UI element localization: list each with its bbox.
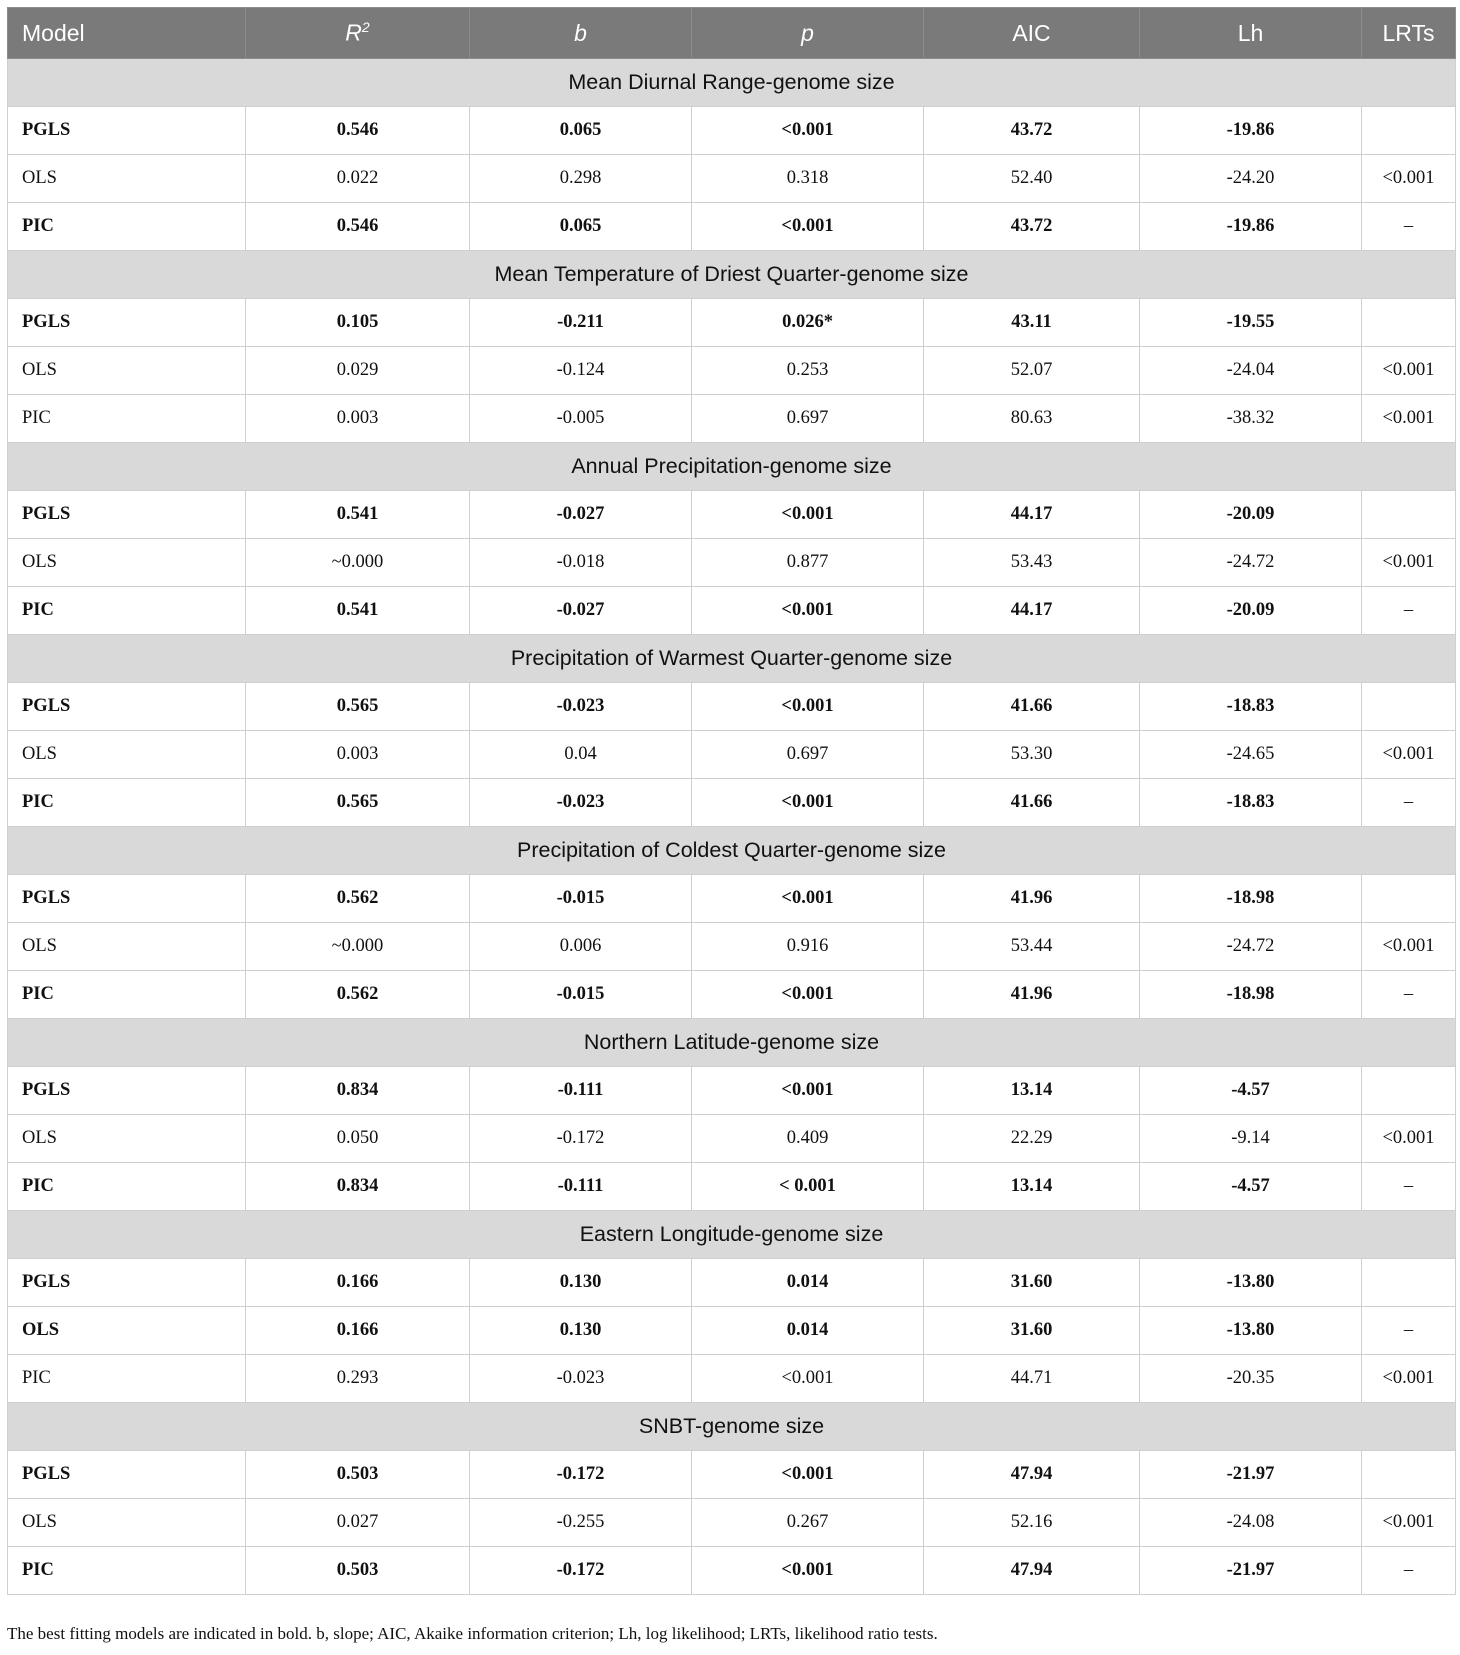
cell-p: 0.253 — [692, 347, 924, 395]
cell-model: PIC — [8, 779, 246, 827]
table-row — [8, 779, 1456, 827]
cell-model: PGLS — [8, 299, 246, 347]
cell-r2: 0.166 — [246, 1259, 470, 1307]
cell-p: <0.001 — [692, 1451, 924, 1499]
cell-r2: ~0.000 — [246, 923, 470, 971]
cell-p: 0.318 — [692, 155, 924, 203]
table-row — [8, 875, 1456, 923]
cell-lrt — [1362, 107, 1456, 155]
section-header-row — [8, 251, 1456, 299]
cell-lh: -24.72 — [1140, 539, 1362, 587]
cell-p: 0.916 — [692, 923, 924, 971]
model-comparison-table — [7, 7, 1456, 1595]
cell-lh: -24.72 — [1140, 923, 1362, 971]
cell-b: 0.04 — [470, 731, 692, 779]
cell-b: -0.018 — [470, 539, 692, 587]
cell-lrt: <0.001 — [1362, 155, 1456, 203]
table-row — [8, 731, 1456, 779]
table-row — [8, 347, 1456, 395]
cell-lh: -21.97 — [1140, 1547, 1362, 1595]
cell-model: PGLS — [8, 107, 246, 155]
section-header-row — [8, 443, 1456, 491]
table-footnote: The best fitting models are indicated in bold. b, slope; AIC, Akaike information criterion; Lh, log likelihood; LRTs, likelihood ratio tests. — [7, 1624, 938, 1643]
cell-r2: 0.029 — [246, 347, 470, 395]
header-r2-sup: 2 — [361, 19, 370, 36]
cell-model: OLS — [8, 731, 246, 779]
cell-r2: 0.003 — [246, 731, 470, 779]
cell-model: OLS — [8, 1115, 246, 1163]
cell-model: OLS — [8, 347, 246, 395]
cell-r2: 0.503 — [246, 1547, 470, 1595]
cell-lh: -13.80 — [1140, 1307, 1362, 1355]
cell-lh: -24.65 — [1140, 731, 1362, 779]
table-row — [8, 1355, 1456, 1403]
cell-model: PGLS — [8, 1259, 246, 1307]
cell-r2: 0.562 — [246, 971, 470, 1019]
cell-p: 0.014 — [692, 1259, 924, 1307]
cell-r2: 0.027 — [246, 1499, 470, 1547]
cell-r2: 0.003 — [246, 395, 470, 443]
table-row — [8, 971, 1456, 1019]
cell-lh: -20.09 — [1140, 587, 1362, 635]
header-b — [470, 8, 692, 59]
cell-aic: 13.14 — [924, 1067, 1140, 1115]
cell-p: <0.001 — [692, 1547, 924, 1595]
cell-p: <0.001 — [692, 875, 924, 923]
cell-b: 0.065 — [470, 107, 692, 155]
cell-model: PIC — [8, 395, 246, 443]
section-title: Annual Precipitation-genome size — [8, 443, 1456, 491]
cell-r2: 0.022 — [246, 155, 470, 203]
cell-lrt: – — [1362, 203, 1456, 251]
cell-r2: 0.546 — [246, 107, 470, 155]
table-body — [8, 59, 1456, 1595]
cell-r2: 0.562 — [246, 875, 470, 923]
cell-aic: 53.30 — [924, 731, 1140, 779]
header-aic: AIC — [924, 8, 1140, 59]
cell-b: -0.111 — [470, 1163, 692, 1211]
cell-aic: 43.72 — [924, 107, 1140, 155]
cell-aic: 53.43 — [924, 539, 1140, 587]
cell-p: <0.001 — [692, 971, 924, 1019]
cell-lrt: <0.001 — [1362, 923, 1456, 971]
cell-r2: 0.565 — [246, 779, 470, 827]
cell-p: 0.267 — [692, 1499, 924, 1547]
cell-lh: -4.57 — [1140, 1067, 1362, 1115]
cell-lrt: – — [1362, 1547, 1456, 1595]
table-row — [8, 203, 1456, 251]
cell-model: OLS — [8, 1499, 246, 1547]
cell-lh: -24.20 — [1140, 155, 1362, 203]
cell-model: PIC — [8, 1163, 246, 1211]
cell-lrt — [1362, 1067, 1456, 1115]
cell-r2: 0.541 — [246, 587, 470, 635]
cell-lh: -38.32 — [1140, 395, 1362, 443]
section-header-row — [8, 635, 1456, 683]
cell-aic: 52.07 — [924, 347, 1140, 395]
cell-lrt — [1362, 299, 1456, 347]
cell-p: 0.026* — [692, 299, 924, 347]
cell-b: -0.023 — [470, 1355, 692, 1403]
header-row — [8, 8, 1456, 59]
table-row — [8, 395, 1456, 443]
cell-lrt — [1362, 1451, 1456, 1499]
table-row — [8, 1451, 1456, 1499]
cell-r2: 0.293 — [246, 1355, 470, 1403]
section-title: Precipitation of Coldest Quarter-genome size — [8, 827, 1456, 875]
table-row — [8, 1067, 1456, 1115]
cell-lh: -20.35 — [1140, 1355, 1362, 1403]
cell-aic: 80.63 — [924, 395, 1140, 443]
section-header-row — [8, 1403, 1456, 1451]
cell-aic: 31.60 — [924, 1307, 1140, 1355]
cell-model: PGLS — [8, 1451, 246, 1499]
cell-p: <0.001 — [692, 683, 924, 731]
cell-b: -0.255 — [470, 1499, 692, 1547]
section-title: SNBT-genome size — [8, 1403, 1456, 1451]
cell-r2: ~0.000 — [246, 539, 470, 587]
cell-aic: 53.44 — [924, 923, 1140, 971]
cell-lrt: <0.001 — [1362, 731, 1456, 779]
section-title: Mean Temperature of Driest Quarter-genome size — [8, 251, 1456, 299]
cell-model: PGLS — [8, 1067, 246, 1115]
table-row — [8, 155, 1456, 203]
cell-lrt: <0.001 — [1362, 1115, 1456, 1163]
table-row — [8, 1163, 1456, 1211]
cell-lh: -18.83 — [1140, 683, 1362, 731]
section-title: Northern Latitude-genome size — [8, 1019, 1456, 1067]
section-header-row — [8, 827, 1456, 875]
cell-model: PGLS — [8, 875, 246, 923]
section-header-row — [8, 1019, 1456, 1067]
cell-aic: 44.71 — [924, 1355, 1140, 1403]
cell-model: OLS — [8, 923, 246, 971]
table-row — [8, 683, 1456, 731]
table-row — [8, 923, 1456, 971]
cell-lh: -19.86 — [1140, 203, 1362, 251]
table-header — [8, 8, 1456, 59]
cell-r2: 0.503 — [246, 1451, 470, 1499]
cell-b: -0.172 — [470, 1547, 692, 1595]
cell-lh: -18.98 — [1140, 875, 1362, 923]
header-b-label: b — [574, 19, 587, 46]
cell-lrt: – — [1362, 1307, 1456, 1355]
section-title: Eastern Longitude-genome size — [8, 1211, 1456, 1259]
cell-r2: 0.834 — [246, 1067, 470, 1115]
cell-r2: 0.105 — [246, 299, 470, 347]
cell-lh: -19.86 — [1140, 107, 1362, 155]
cell-p: 0.697 — [692, 731, 924, 779]
cell-model: OLS — [8, 1307, 246, 1355]
cell-model: PIC — [8, 1355, 246, 1403]
cell-lrt — [1362, 1259, 1456, 1307]
table-row — [8, 1547, 1456, 1595]
cell-lrt: – — [1362, 971, 1456, 1019]
cell-b: -0.015 — [470, 971, 692, 1019]
cell-b: -0.005 — [470, 395, 692, 443]
cell-b: 0.065 — [470, 203, 692, 251]
cell-b: -0.172 — [470, 1451, 692, 1499]
cell-lh: -20.09 — [1140, 491, 1362, 539]
cell-aic: 47.94 — [924, 1451, 1140, 1499]
cell-aic: 41.96 — [924, 971, 1140, 1019]
cell-model: PIC — [8, 587, 246, 635]
cell-lh: -9.14 — [1140, 1115, 1362, 1163]
cell-aic: 43.72 — [924, 203, 1140, 251]
cell-r2: 0.541 — [246, 491, 470, 539]
cell-p: <0.001 — [692, 1067, 924, 1115]
table-row — [8, 107, 1456, 155]
cell-p: <0.001 — [692, 203, 924, 251]
cell-lrt: <0.001 — [1362, 1355, 1456, 1403]
table-row — [8, 491, 1456, 539]
cell-lrt — [1362, 683, 1456, 731]
cell-p: 0.409 — [692, 1115, 924, 1163]
cell-p: 0.014 — [692, 1307, 924, 1355]
cell-p: 0.877 — [692, 539, 924, 587]
cell-b: -0.124 — [470, 347, 692, 395]
table-row — [8, 1259, 1456, 1307]
cell-p: 0.697 — [692, 395, 924, 443]
cell-p: <0.001 — [692, 107, 924, 155]
cell-lh: -24.04 — [1140, 347, 1362, 395]
cell-b: -0.023 — [470, 779, 692, 827]
cell-b: 0.130 — [470, 1259, 692, 1307]
cell-aic: 41.66 — [924, 779, 1140, 827]
cell-lrt: – — [1362, 1163, 1456, 1211]
section-title: Mean Diurnal Range-genome size — [8, 59, 1456, 107]
cell-r2: 0.834 — [246, 1163, 470, 1211]
header-r2-base: R — [345, 19, 362, 46]
cell-aic: 43.11 — [924, 299, 1140, 347]
cell-aic: 44.17 — [924, 587, 1140, 635]
cell-b: -0.015 — [470, 875, 692, 923]
cell-p: <0.001 — [692, 587, 924, 635]
table-row — [8, 539, 1456, 587]
cell-aic: 44.17 — [924, 491, 1140, 539]
cell-lrt: – — [1362, 779, 1456, 827]
cell-b: -0.172 — [470, 1115, 692, 1163]
cell-p: < 0.001 — [692, 1163, 924, 1211]
cell-aic: 52.16 — [924, 1499, 1140, 1547]
header-p — [692, 8, 924, 59]
cell-r2: 0.565 — [246, 683, 470, 731]
cell-lh: -18.83 — [1140, 779, 1362, 827]
cell-aic: 52.40 — [924, 155, 1140, 203]
cell-lrt: <0.001 — [1362, 1499, 1456, 1547]
cell-model: PIC — [8, 203, 246, 251]
cell-b: -0.027 — [470, 587, 692, 635]
cell-model: PIC — [8, 971, 246, 1019]
table-row — [8, 1307, 1456, 1355]
cell-aic: 41.66 — [924, 683, 1140, 731]
results-table-container — [7, 7, 1455, 1595]
header-lrts: LRTs — [1362, 8, 1456, 59]
cell-r2: 0.166 — [246, 1307, 470, 1355]
cell-lh: -19.55 — [1140, 299, 1362, 347]
cell-lrt — [1362, 491, 1456, 539]
table-row — [8, 299, 1456, 347]
cell-model: OLS — [8, 155, 246, 203]
cell-aic: 22.29 — [924, 1115, 1140, 1163]
cell-model: PGLS — [8, 683, 246, 731]
cell-b: 0.006 — [470, 923, 692, 971]
header-lh: Lh — [1140, 8, 1362, 59]
cell-lh: -21.97 — [1140, 1451, 1362, 1499]
cell-lh: -13.80 — [1140, 1259, 1362, 1307]
cell-aic: 31.60 — [924, 1259, 1140, 1307]
cell-model: PGLS — [8, 491, 246, 539]
cell-p: <0.001 — [692, 491, 924, 539]
section-title: Precipitation of Warmest Quarter-genome size — [8, 635, 1456, 683]
cell-aic: 13.14 — [924, 1163, 1140, 1211]
cell-b: 0.130 — [470, 1307, 692, 1355]
cell-lh: -18.98 — [1140, 971, 1362, 1019]
cell-lrt: <0.001 — [1362, 395, 1456, 443]
cell-p: <0.001 — [692, 779, 924, 827]
cell-model: OLS — [8, 539, 246, 587]
cell-lrt: – — [1362, 587, 1456, 635]
cell-lrt — [1362, 875, 1456, 923]
section-header-row — [8, 59, 1456, 107]
cell-model: PIC — [8, 1547, 246, 1595]
cell-aic: 47.94 — [924, 1547, 1140, 1595]
header-p-label: p — [801, 19, 814, 46]
cell-b: 0.298 — [470, 155, 692, 203]
cell-aic: 41.96 — [924, 875, 1140, 923]
header-model: Model — [8, 8, 246, 59]
cell-b: -0.111 — [470, 1067, 692, 1115]
table-row — [8, 1499, 1456, 1547]
cell-b: -0.023 — [470, 683, 692, 731]
cell-b: -0.211 — [470, 299, 692, 347]
cell-lrt: <0.001 — [1362, 539, 1456, 587]
cell-lrt: <0.001 — [1362, 347, 1456, 395]
section-header-row — [8, 1211, 1456, 1259]
table-row — [8, 1115, 1456, 1163]
cell-lh: -24.08 — [1140, 1499, 1362, 1547]
cell-r2: 0.050 — [246, 1115, 470, 1163]
cell-r2: 0.546 — [246, 203, 470, 251]
cell-lh: -4.57 — [1140, 1163, 1362, 1211]
cell-p: <0.001 — [692, 1355, 924, 1403]
table-row — [8, 587, 1456, 635]
cell-b: -0.027 — [470, 491, 692, 539]
header-r2 — [246, 8, 470, 59]
